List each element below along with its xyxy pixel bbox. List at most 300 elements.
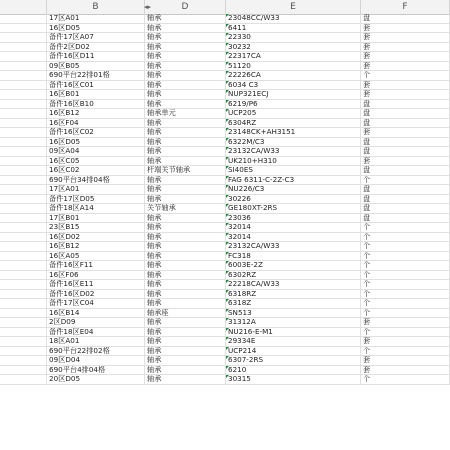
cell-a[interactable] (0, 109, 47, 118)
cell-model-text: NU216-E-M1 (228, 327, 273, 336)
cell-model-text: 29334E (228, 337, 256, 345)
table-row (0, 318, 450, 328)
number-stored-as-text-indicator-icon (226, 366, 229, 369)
column-header-b[interactable]: B (47, 0, 145, 14)
number-stored-as-text-indicator-icon (226, 309, 229, 312)
table-row (0, 128, 450, 138)
column-resize-handle-icon[interactable]: ◂▸ (144, 3, 152, 11)
table-row (0, 261, 450, 271)
cell-model[interactable] (226, 375, 361, 384)
cell-a[interactable] (0, 166, 47, 175)
cell-model-text: 32014 (228, 232, 251, 241)
cell-unit[interactable]: 个 (361, 375, 450, 384)
cell-a[interactable] (0, 147, 47, 156)
cell-type[interactable]: 轴承 (145, 328, 226, 337)
number-stored-as-text-indicator-icon (226, 290, 229, 293)
cell-type[interactable]: 关节轴承 (145, 204, 226, 213)
cell-type[interactable]: 轴承 (145, 366, 226, 375)
cell-type[interactable]: 轴承 (145, 261, 226, 270)
cell-type[interactable]: 轴承 (145, 100, 226, 109)
cell-a[interactable] (0, 128, 47, 137)
cell-model-text: 51120 (228, 61, 251, 70)
cell-location[interactable]: 16区A05 (47, 252, 145, 261)
table-row (0, 52, 450, 62)
cell-location[interactable]: 备件16区B10 (47, 100, 145, 109)
cell-unit[interactable]: 盘 (361, 138, 450, 147)
cell-model[interactable] (226, 290, 361, 299)
cell-location[interactable]: 备件17区C04 (47, 299, 145, 308)
table-row (0, 109, 450, 119)
cell-model[interactable] (226, 128, 361, 137)
table-row (0, 62, 450, 72)
table-row (0, 280, 450, 290)
cell-model[interactable] (226, 43, 361, 52)
number-stored-as-text-indicator-icon (226, 33, 229, 36)
cell-type[interactable]: 轴承 (145, 337, 226, 346)
cell-unit[interactable]: 盘 (361, 214, 450, 223)
column-header-bar (0, 0, 450, 15)
cell-unit[interactable]: 套 (361, 337, 450, 346)
cell-a[interactable] (0, 195, 47, 204)
number-stored-as-text-indicator-icon (226, 100, 229, 103)
cell-a[interactable] (0, 62, 47, 71)
number-stored-as-text-indicator-icon (226, 299, 229, 302)
table-row (0, 309, 450, 319)
number-stored-as-text-indicator-icon (226, 81, 229, 84)
cell-a[interactable] (0, 356, 47, 365)
cell-type[interactable]: 轴承 (145, 375, 226, 384)
cell-unit[interactable]: 个 (361, 233, 450, 242)
cell-type[interactable]: 轴承 (145, 62, 226, 71)
cell-unit[interactable]: 套 (361, 90, 450, 99)
cell-location[interactable]: 16区F06 (47, 271, 145, 280)
cell-unit[interactable]: 套 (361, 52, 450, 61)
cell-type[interactable]: 轴承 (145, 24, 226, 33)
cell-model[interactable] (226, 328, 361, 337)
cell-model[interactable] (226, 214, 361, 223)
cell-type[interactable]: 轴承 (145, 147, 226, 156)
cell-location[interactable]: 09区D04 (47, 356, 145, 365)
cell-model[interactable] (226, 24, 361, 33)
number-stored-as-text-indicator-icon (226, 375, 229, 378)
cell-a[interactable] (0, 309, 47, 318)
cell-model-text: 31312A (228, 318, 256, 326)
cell-type[interactable]: 轴承 (145, 233, 226, 242)
cell-unit[interactable]: 套 (361, 318, 450, 327)
cell-model-text: 23148CK+AH3151 (228, 128, 296, 136)
cell-model-text: FC318 (228, 251, 251, 260)
cell-model-text: 6210 (228, 365, 247, 374)
cell-model-text: 6307-2RS (228, 356, 264, 364)
cell-model-text: SI40ES (228, 166, 253, 174)
cell-model[interactable] (226, 166, 361, 175)
cell-location[interactable]: 备件16区E11 (47, 280, 145, 289)
cell-unit[interactable]: 盘 (361, 147, 450, 156)
cell-location[interactable]: 690平台22排01格 (47, 71, 145, 80)
cell-type[interactable]: 轴承 (145, 90, 226, 99)
cell-a[interactable] (0, 176, 47, 185)
cell-location[interactable]: 18区A01 (47, 337, 145, 346)
cell-a[interactable] (0, 52, 47, 61)
cell-model-text: 22226CA (228, 71, 261, 79)
cell-type[interactable]: 轴承 (145, 128, 226, 137)
cell-model-text: NUP321ECJ (228, 90, 269, 98)
number-stored-as-text-indicator-icon (226, 157, 229, 160)
number-stored-as-text-indicator-icon (226, 176, 229, 179)
table-row (0, 347, 450, 357)
cell-a[interactable] (0, 252, 47, 261)
cell-a[interactable] (0, 71, 47, 80)
cell-model-text: 32014 (228, 223, 251, 231)
cell-a[interactable] (0, 157, 47, 166)
cell-model-text: 30226 (228, 194, 251, 203)
cell-type[interactable]: 轴承 (145, 176, 226, 185)
cell-location[interactable]: 16区D02 (47, 233, 145, 242)
cell-location[interactable]: 09区B05 (47, 62, 145, 71)
table-row (0, 271, 450, 281)
cell-model[interactable] (226, 33, 361, 42)
cell-location[interactable]: 16区B12 (47, 109, 145, 118)
cell-model-text: FAG 6311-C-2Z-C3 (228, 175, 295, 184)
cell-model-text: SN513 (228, 308, 252, 317)
cell-location[interactable]: 16区D05 (47, 138, 145, 147)
table-row (0, 43, 450, 53)
cell-model[interactable] (226, 176, 361, 185)
cell-model[interactable] (226, 242, 361, 251)
cell-model[interactable] (226, 366, 361, 375)
cell-a[interactable] (0, 280, 47, 289)
table-row (0, 328, 450, 338)
cell-unit[interactable]: 个 (361, 242, 450, 251)
cell-type[interactable]: 轴承 (145, 318, 226, 327)
number-stored-as-text-indicator-icon (226, 62, 229, 65)
number-stored-as-text-indicator-icon (226, 128, 229, 131)
cell-model[interactable] (226, 195, 361, 204)
cell-unit[interactable]: 盘 (361, 109, 450, 118)
cell-type[interactable]: 轴承 (145, 299, 226, 308)
cell-a[interactable] (0, 375, 47, 384)
cell-unit[interactable]: 盘 (361, 195, 450, 204)
cell-location[interactable]: 备件17区A07 (47, 33, 145, 42)
cell-type[interactable]: 轴承 (145, 252, 226, 261)
cell-location[interactable]: 17区B01 (47, 214, 145, 223)
cell-location[interactable]: 备件17区D05 (47, 195, 145, 204)
table-row (0, 214, 450, 224)
cell-model[interactable] (226, 252, 361, 261)
cell-model[interactable] (226, 356, 361, 365)
cell-model[interactable] (226, 147, 361, 156)
cell-location[interactable]: 23区B15 (47, 223, 145, 232)
cell-location[interactable]: 16区B12 (47, 242, 145, 251)
cell-unit[interactable]: 盘 (361, 204, 450, 213)
cell-type[interactable]: 轴承 (145, 185, 226, 194)
cell-model[interactable] (226, 52, 361, 61)
cell-unit[interactable]: 个 (361, 299, 450, 308)
cell-type[interactable]: 轴承 (145, 33, 226, 42)
cell-model-text: 23132CA/W33 (228, 147, 280, 155)
cell-type[interactable]: 轴承 (145, 290, 226, 299)
cell-location[interactable]: 16区B14 (47, 309, 145, 318)
cell-a[interactable] (0, 328, 47, 337)
cell-unit[interactable]: 盘 (361, 119, 450, 128)
cell-type[interactable]: 轴承座 (145, 309, 226, 318)
cell-unit[interactable]: 套 (361, 62, 450, 71)
number-stored-as-text-indicator-icon (226, 90, 229, 93)
cell-model[interactable] (226, 109, 361, 118)
number-stored-as-text-indicator-icon (226, 195, 229, 198)
column-header-e[interactable]: E (226, 0, 361, 14)
cell-location[interactable]: 17区A01 (47, 185, 145, 194)
cell-model[interactable] (226, 138, 361, 147)
cell-type[interactable]: 轴承 (145, 119, 226, 128)
cell-location[interactable]: 16区C02 (47, 166, 145, 175)
cell-a[interactable] (0, 318, 47, 327)
cell-a[interactable] (0, 290, 47, 299)
cell-a[interactable] (0, 43, 47, 52)
number-stored-as-text-indicator-icon (226, 138, 229, 141)
cell-model-text: 23036 (228, 213, 251, 222)
cell-unit[interactable]: 盘 (361, 100, 450, 109)
cell-type[interactable]: 轴承 (145, 280, 226, 289)
cell-location[interactable]: 16区D05 (47, 24, 145, 33)
cell-a[interactable] (0, 299, 47, 308)
cell-model-text: 22218CA/W33 (228, 280, 280, 288)
number-stored-as-text-indicator-icon (226, 14, 229, 17)
cell-model-text: 6034 C3 (228, 80, 259, 89)
table-row (0, 81, 450, 91)
cell-model[interactable] (226, 309, 361, 318)
table-row (0, 242, 450, 252)
table-row (0, 14, 450, 24)
cell-unit[interactable]: 个 (361, 71, 450, 80)
cell-model[interactable] (226, 347, 361, 356)
cell-a[interactable] (0, 214, 47, 223)
cell-model-text: 6302RZ (228, 270, 257, 279)
cell-unit[interactable]: 个 (361, 290, 450, 299)
cell-unit[interactable]: 套 (361, 366, 450, 375)
cell-model[interactable] (226, 223, 361, 232)
cell-model-text: UCP214 (228, 346, 257, 355)
number-stored-as-text-indicator-icon (226, 337, 229, 340)
cell-a[interactable] (0, 261, 47, 270)
cell-type[interactable]: 轴承 (145, 43, 226, 52)
cell-model[interactable] (226, 62, 361, 71)
cell-location[interactable]: 17区A01 (47, 14, 145, 23)
number-stored-as-text-indicator-icon (226, 147, 229, 150)
number-stored-as-text-indicator-icon (226, 43, 229, 46)
cell-model-text: 6219/P6 (228, 99, 258, 108)
cell-unit[interactable]: 个 (361, 347, 450, 356)
table-row (0, 157, 450, 167)
cell-model[interactable] (226, 185, 361, 194)
cell-type[interactable]: 轴承 (145, 71, 226, 80)
number-stored-as-text-indicator-icon (226, 347, 229, 350)
table-row (0, 299, 450, 309)
cell-model[interactable] (226, 157, 361, 166)
column-header-d[interactable]: D (145, 0, 226, 14)
cell-a[interactable] (0, 138, 47, 147)
cell-type[interactable]: 轴承 (145, 52, 226, 61)
cell-location[interactable]: 备件16区C01 (47, 81, 145, 90)
cell-model[interactable] (226, 90, 361, 99)
cell-type[interactable]: 轴承 (145, 223, 226, 232)
cell-model-text: 6003E-2Z (228, 261, 263, 269)
cell-location[interactable]: 备件16区C02 (47, 128, 145, 137)
cell-location[interactable]: 690平台4排04格 (47, 366, 145, 375)
cell-type[interactable]: 轴承 (145, 195, 226, 204)
cell-unit[interactable]: 套 (361, 128, 450, 137)
cell-unit[interactable]: 个 (361, 261, 450, 270)
cell-a[interactable] (0, 14, 47, 23)
cell-model-text: UK210+H310 (228, 156, 277, 165)
number-stored-as-text-indicator-icon (226, 233, 229, 236)
table-row (0, 356, 450, 366)
cell-type[interactable]: 轴承 (145, 81, 226, 90)
cell-unit[interactable]: 套 (361, 24, 450, 33)
cell-location[interactable]: 备件2区D02 (47, 43, 145, 52)
cell-model[interactable] (226, 261, 361, 270)
cell-unit[interactable]: 个 (361, 328, 450, 337)
cell-model[interactable] (226, 280, 361, 289)
number-stored-as-text-indicator-icon (226, 223, 229, 226)
cell-model[interactable] (226, 204, 361, 213)
table-row (0, 90, 450, 100)
cell-type[interactable]: 轴承 (145, 271, 226, 280)
cell-unit[interactable]: 套 (361, 33, 450, 42)
number-stored-as-text-indicator-icon (226, 52, 229, 55)
table-row (0, 290, 450, 300)
cell-unit[interactable]: 套 (361, 81, 450, 90)
cell-a[interactable] (0, 24, 47, 33)
cell-location[interactable]: 20区D05 (47, 375, 145, 384)
cell-model[interactable] (226, 119, 361, 128)
cell-location[interactable]: 16区F04 (47, 119, 145, 128)
cell-type[interactable]: 轴承单元 (145, 109, 226, 118)
cell-type[interactable]: 轴承 (145, 242, 226, 251)
cell-model-text: NU226/C3 (228, 185, 265, 193)
cell-unit[interactable]: 个 (361, 223, 450, 232)
table-row (0, 33, 450, 43)
cell-model[interactable] (226, 100, 361, 109)
cell-type[interactable]: 轴承 (145, 14, 226, 23)
cell-type[interactable]: 轴承 (145, 347, 226, 356)
cell-location[interactable]: 16区C05 (47, 157, 145, 166)
number-stored-as-text-indicator-icon (226, 24, 229, 27)
cell-model[interactable] (226, 71, 361, 80)
cell-type[interactable]: 轴承 (145, 157, 226, 166)
cell-model[interactable] (226, 337, 361, 346)
table-row (0, 166, 450, 176)
cell-unit[interactable]: 套 (361, 43, 450, 52)
number-stored-as-text-indicator-icon (226, 166, 229, 169)
cell-model[interactable] (226, 14, 361, 23)
cell-model[interactable] (226, 318, 361, 327)
number-stored-as-text-indicator-icon (226, 261, 229, 264)
cell-model-text: UCP205 (228, 109, 257, 117)
cell-location[interactable]: 690平台22排02格 (47, 347, 145, 356)
cell-model[interactable] (226, 233, 361, 242)
cell-a[interactable] (0, 100, 47, 109)
cell-model-text: 6318RZ (228, 289, 257, 298)
number-stored-as-text-indicator-icon (226, 271, 229, 274)
number-stored-as-text-indicator-icon (226, 242, 229, 245)
cell-location[interactable]: 690平台34排04格 (47, 176, 145, 185)
table-row (0, 337, 450, 347)
cell-unit[interactable]: 套 (361, 157, 450, 166)
cell-model-text: 23132CA/W33 (228, 242, 280, 250)
cell-a[interactable] (0, 90, 47, 99)
cell-type[interactable]: 轴承 (145, 356, 226, 365)
cell-location[interactable]: 16区B01 (47, 90, 145, 99)
cell-unit[interactable]: 个 (361, 176, 450, 185)
cell-location[interactable]: 备件16区D11 (47, 52, 145, 61)
number-stored-as-text-indicator-icon (226, 318, 229, 321)
cell-a[interactable] (0, 204, 47, 213)
cell-grid (0, 14, 450, 385)
cell-model[interactable] (226, 81, 361, 90)
number-stored-as-text-indicator-icon (226, 109, 229, 112)
cell-unit[interactable]: 盘 (361, 14, 450, 23)
cell-unit[interactable]: 个 (361, 309, 450, 318)
cell-a[interactable] (0, 185, 47, 194)
cell-type[interactable]: 轴承 (145, 138, 226, 147)
cell-a[interactable] (0, 337, 47, 346)
number-stored-as-text-indicator-icon (226, 280, 229, 283)
number-stored-as-text-indicator-icon (226, 252, 229, 255)
cell-unit[interactable]: 个 (361, 252, 450, 261)
cell-location[interactable]: 备件16区F11 (47, 261, 145, 270)
cell-a[interactable] (0, 33, 47, 42)
cell-unit[interactable]: 盘 (361, 185, 450, 194)
table-row (0, 24, 450, 34)
cell-model-text: 22317CA (228, 52, 261, 60)
column-header-blank (0, 0, 47, 14)
cell-location[interactable]: 2区D09 (47, 318, 145, 327)
cell-a[interactable] (0, 271, 47, 280)
cell-location[interactable]: 09区A04 (47, 147, 145, 156)
cell-a[interactable] (0, 366, 47, 375)
column-header-f[interactable]: F (361, 0, 450, 14)
cell-unit[interactable]: 盘 (361, 166, 450, 175)
cell-a[interactable] (0, 242, 47, 251)
cell-a[interactable] (0, 119, 47, 128)
cell-location[interactable]: 备件18区A14 (47, 204, 145, 213)
cell-unit[interactable]: 个 (361, 280, 450, 289)
cell-model-text: 30232 (228, 42, 251, 51)
cell-model[interactable] (226, 271, 361, 280)
cell-model[interactable] (226, 299, 361, 308)
table-row (0, 119, 450, 129)
cell-unit[interactable]: 个 (361, 271, 450, 280)
cell-type[interactable]: 轴承 (145, 214, 226, 223)
number-stored-as-text-indicator-icon (226, 328, 229, 331)
cell-type[interactable]: 杆端关节轴承 (145, 166, 226, 175)
cell-a[interactable] (0, 223, 47, 232)
table-row (0, 366, 450, 376)
cell-a[interactable] (0, 81, 47, 90)
number-stored-as-text-indicator-icon (226, 204, 229, 207)
cell-unit[interactable]: 套 (361, 356, 450, 365)
cell-model-text: 6322M/C3 (228, 137, 265, 146)
cell-location[interactable]: 备件16区D02 (47, 290, 145, 299)
number-stored-as-text-indicator-icon (226, 185, 229, 188)
table-row (0, 252, 450, 262)
cell-a[interactable] (0, 347, 47, 356)
cell-a[interactable] (0, 233, 47, 242)
cell-model-text: 6411 (228, 23, 247, 32)
table-row (0, 138, 450, 148)
cell-location[interactable]: 备件18区E04 (47, 328, 145, 337)
